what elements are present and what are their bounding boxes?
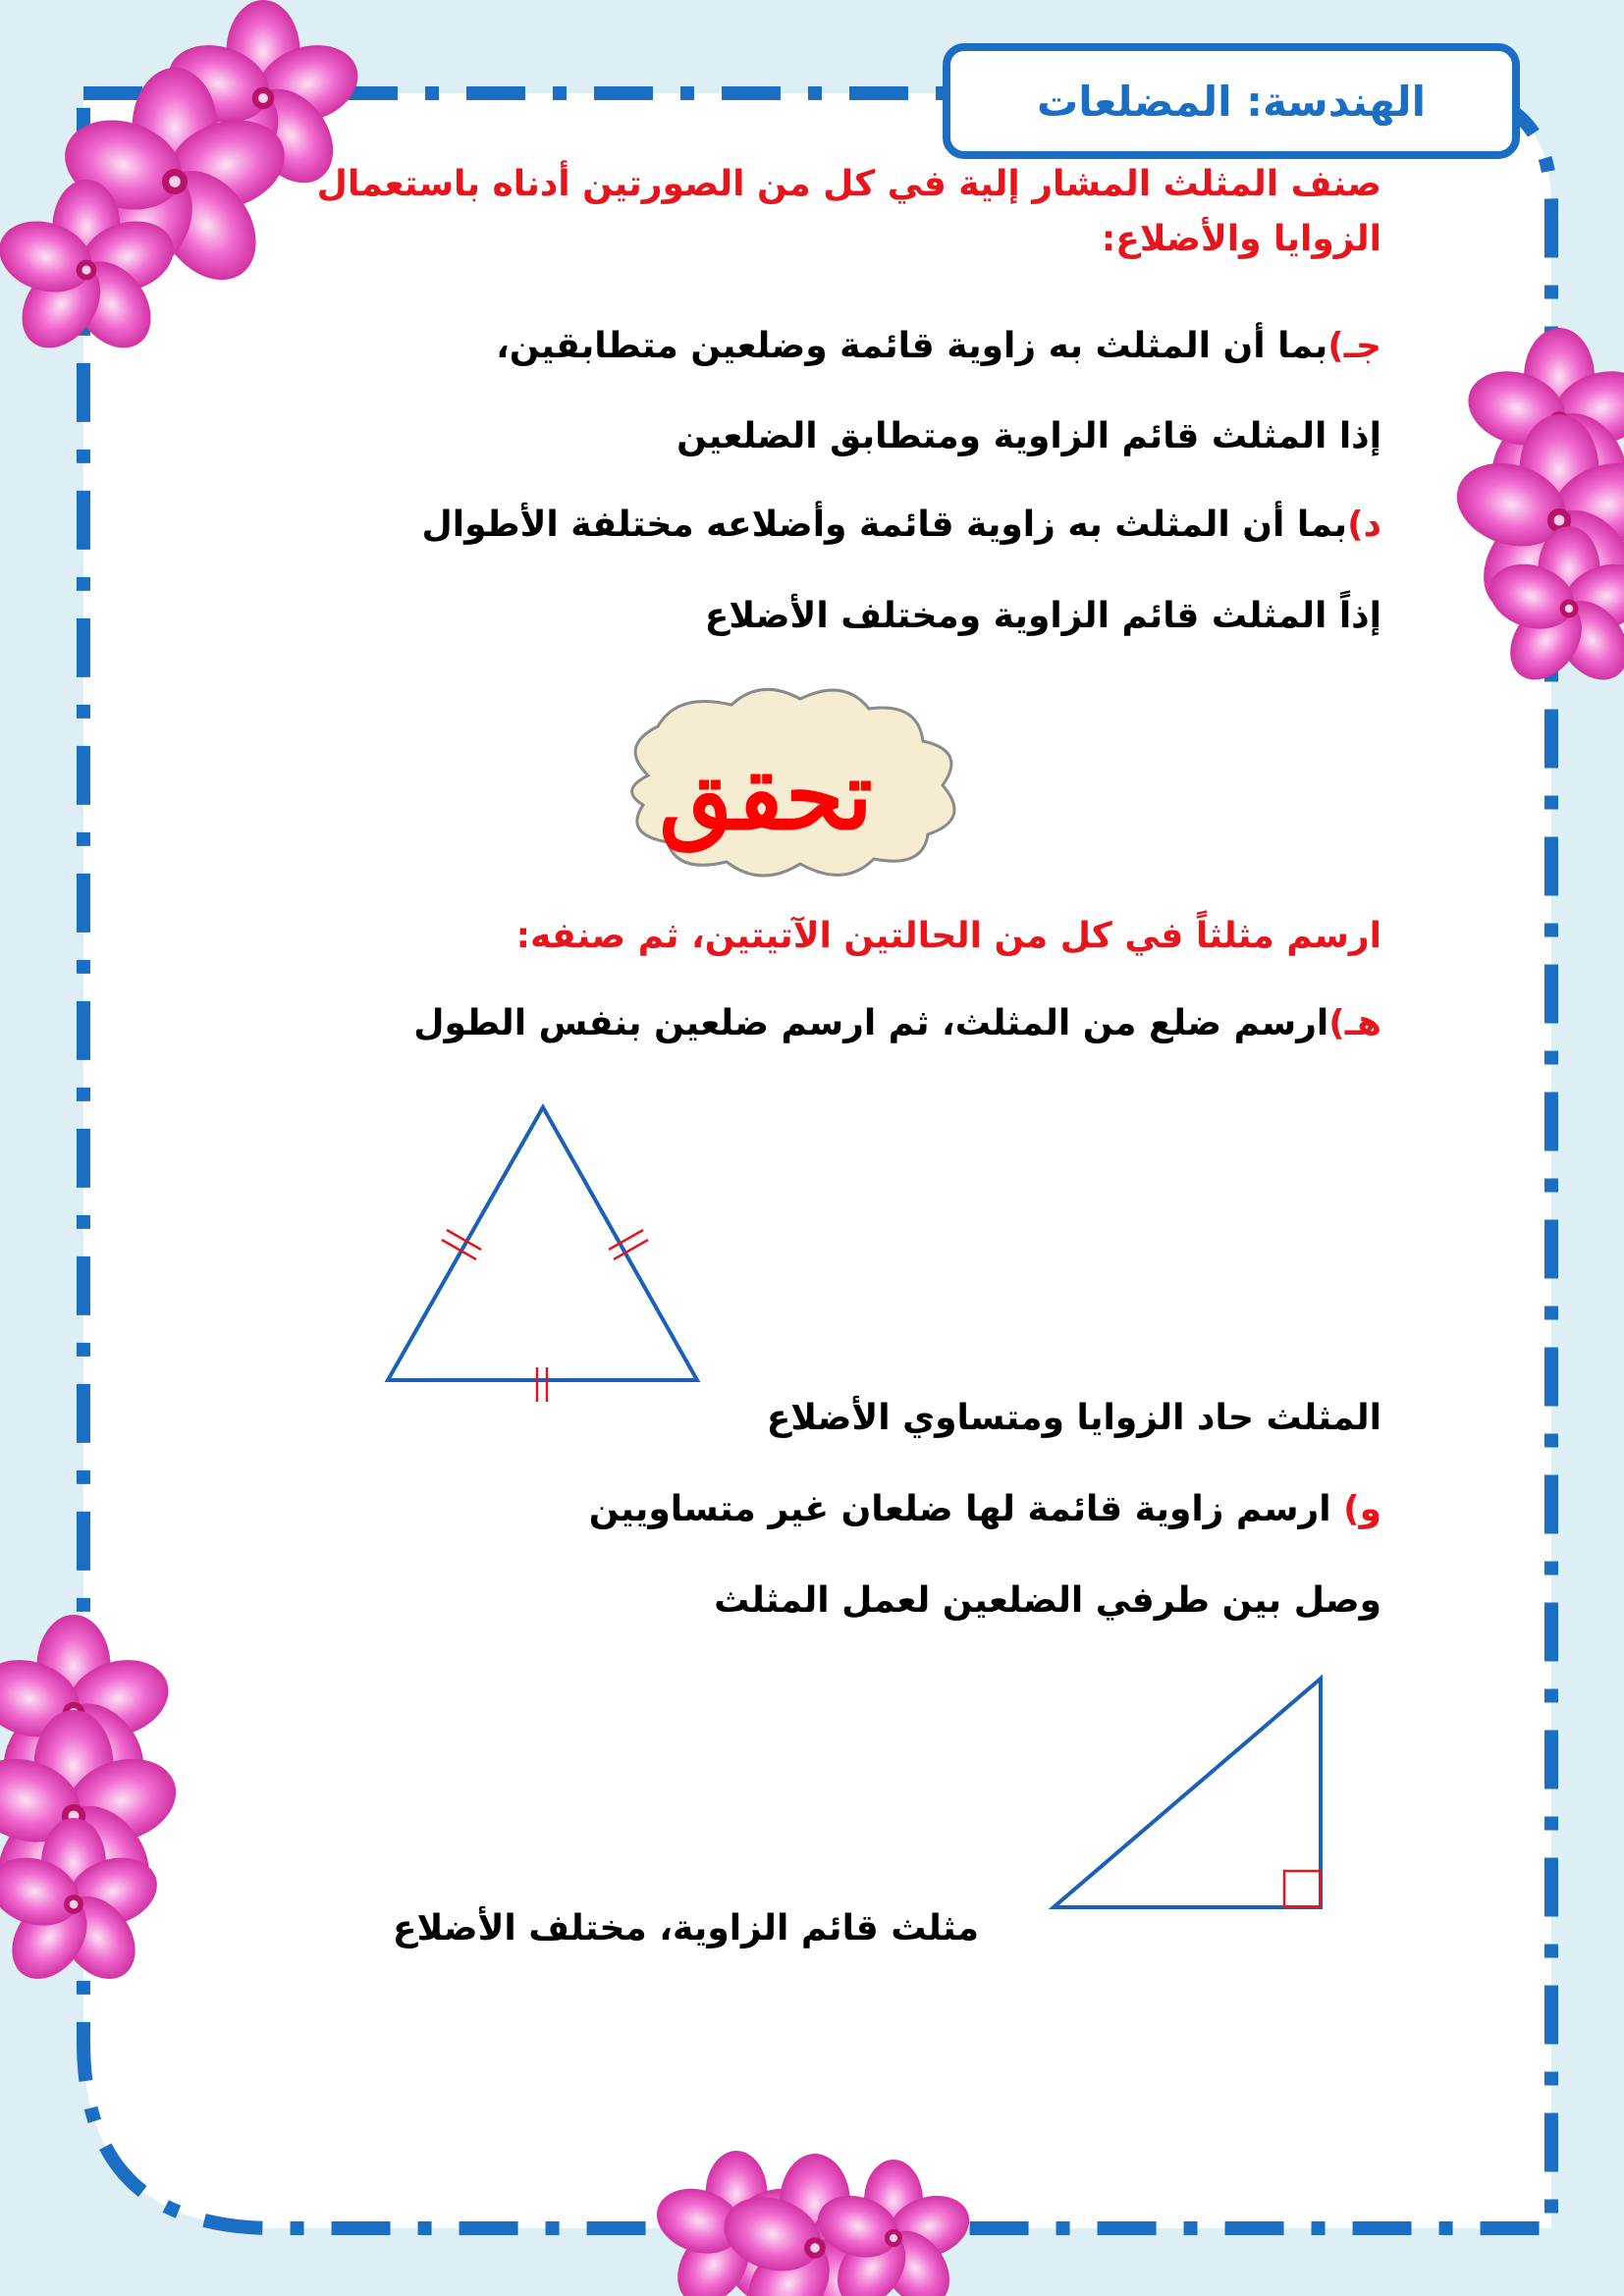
section1-instruction: صنف المثلث المشار إلية في كل من الصورتين أدناه باستعمال الزوايا والأضلاع: <box>316 164 1381 259</box>
section2-instruction: ارسم مثلثاً في كل من الحالتين الآتيتين، ثم صنفه: <box>515 916 1381 956</box>
item-d-letter: د) <box>1347 505 1381 545</box>
item-c-conclusion: إذا المثلث قائم الزاوية ومتطابق الضلعين <box>677 416 1381 456</box>
item-f-result: مثلث قائم الزاوية، مختلف الأضلاع <box>392 1908 979 1949</box>
check-label: تحقق <box>659 739 873 851</box>
item-c-text: بما أن المثلث به زاوية قائمة وضلعين متطابقين، <box>496 326 1328 366</box>
item-d-text: بما أن المثلث به زاوية قائمة وأضلاعه مختلفة الأطوال <box>421 505 1348 545</box>
item-d-conclusion: إذاً المثلث قائم الزاوية ومختلف الأضلاع <box>704 596 1381 636</box>
item-f-text: ارسم زاوية قائمة لها ضلعان غير متساويين <box>588 1489 1344 1529</box>
item-f-text2: وصل بين طرفي الضلعين لعمل المثلث <box>714 1580 1381 1621</box>
item-e <box>413 1001 1381 1047</box>
item-e-text: ارسم ضلع من المثلث، ثم ارسم ضلعين بنفس الطول <box>413 1003 1329 1043</box>
page-title-box <box>943 43 1520 159</box>
item-c-letter: جـ) <box>1327 326 1381 366</box>
item-f <box>589 1487 1381 1533</box>
item-e-result: المثلث حاد الزوايا ومتساوي الأضلاع <box>766 1398 1381 1438</box>
page-title: الهندسة: المضلعات <box>1036 77 1427 126</box>
item-d <box>422 503 1381 549</box>
item-f-letter: و) <box>1343 1489 1381 1529</box>
item-e-letter: هـ) <box>1328 1003 1381 1043</box>
item-c <box>496 324 1381 370</box>
